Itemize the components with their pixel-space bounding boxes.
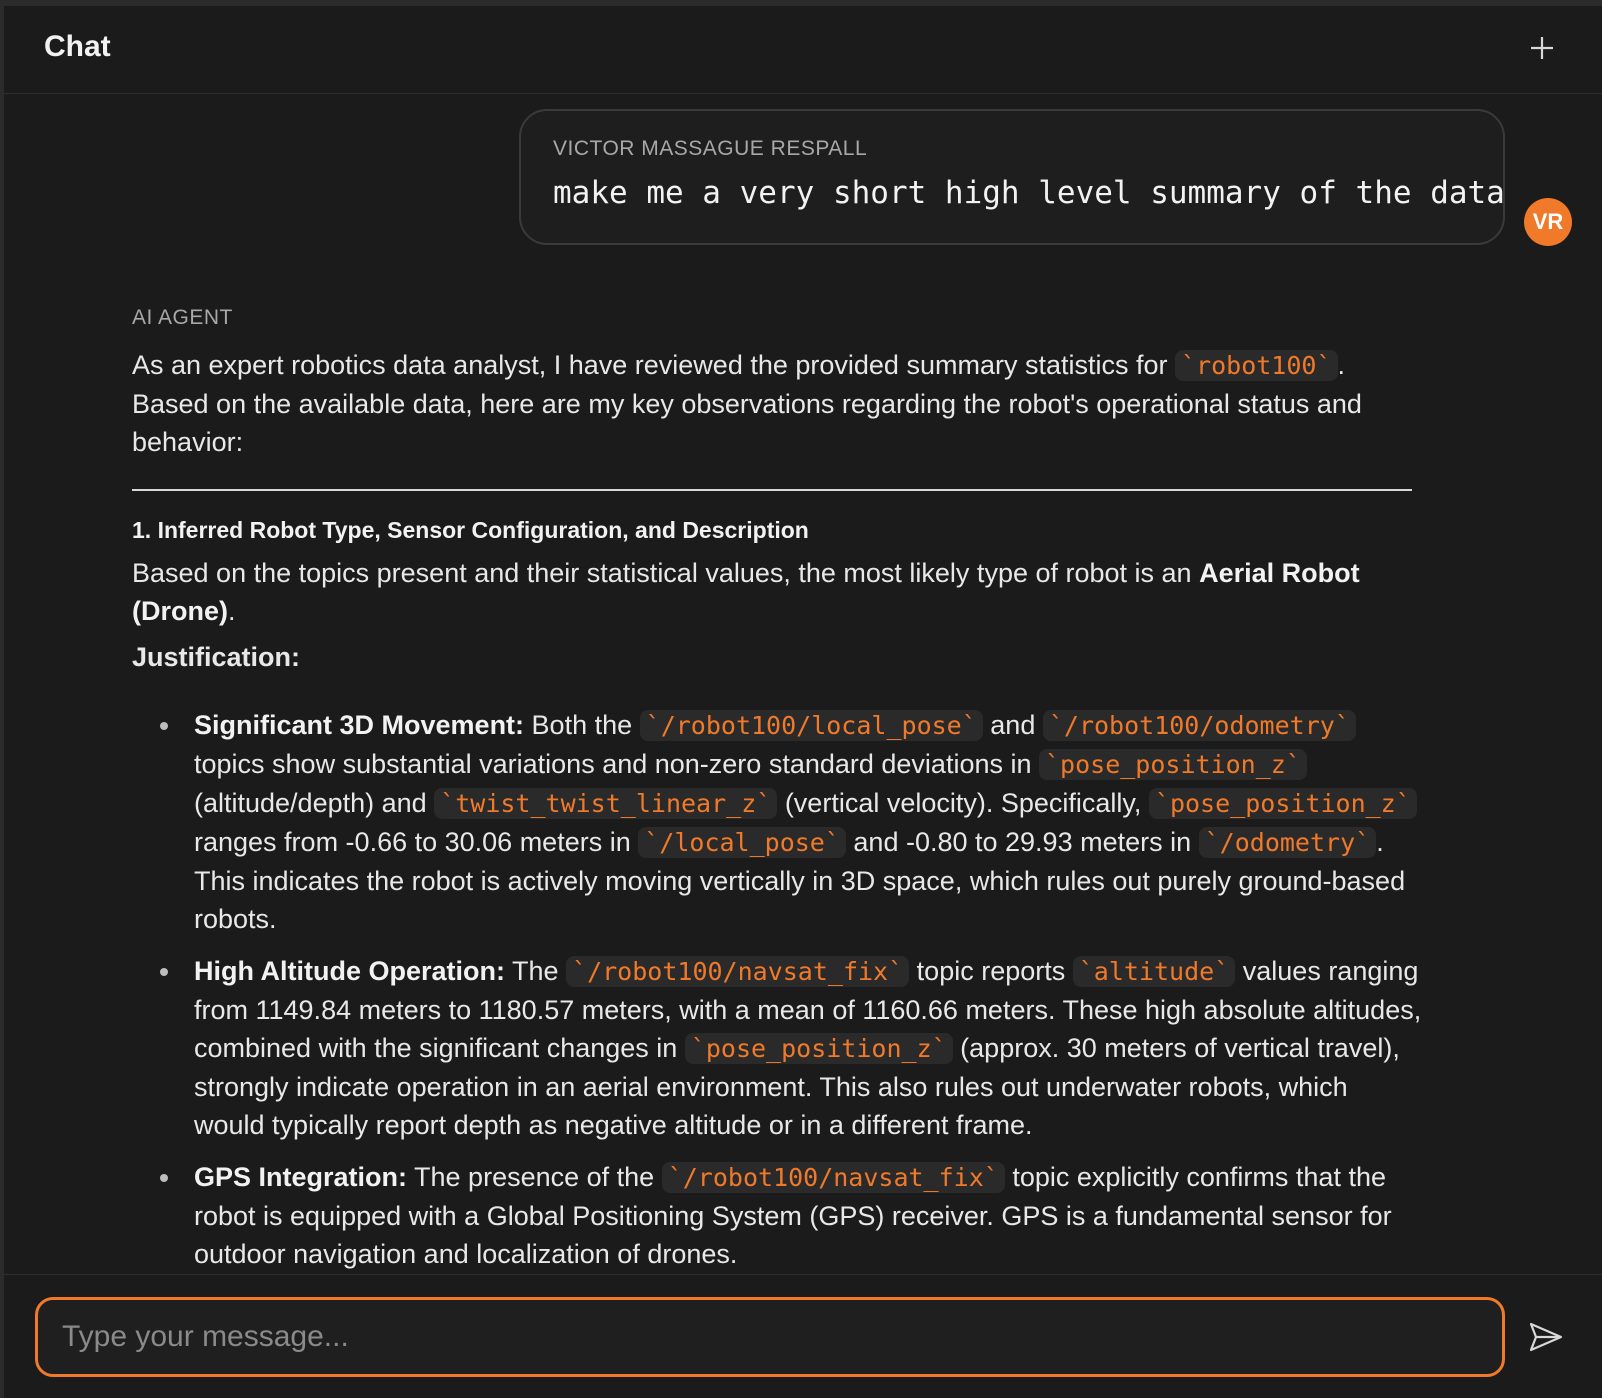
text-span: (approx. 30 meters of vertical travel), strongly indicate operation in an aerial environment. This also rules out underwater robots, which would typically report depth as negative altitude or in a different frame. <box>194 1033 1400 1140</box>
text-span: topic reports <box>909 956 1073 986</box>
divider <box>132 489 1412 491</box>
plus-icon <box>1529 35 1555 61</box>
list-item <box>194 952 1422 1144</box>
page-title: Chat <box>44 30 111 63</box>
user-message-sender: VICTOR MASSAGUE RESPALL <box>553 137 868 160</box>
message-input[interactable] <box>35 1297 1505 1377</box>
inline-code: `altitude` <box>1073 956 1236 987</box>
text-span: The presence of the <box>407 1162 662 1192</box>
text-span: . Based on the available data, here are my key observations regarding the robot's operational status and behavior: <box>132 350 1362 457</box>
text-span: . <box>228 596 236 626</box>
text-span: Both the <box>524 710 640 740</box>
agent-intro-paragraph <box>132 346 1422 461</box>
text-span: values ranging from 1149.84 meters to 1180.57 meters, with a mean of 1160.66 meters. These high absolute altitudes, combined with the significant changes in <box>194 956 1422 1063</box>
send-icon <box>1529 1322 1563 1352</box>
inline-code: `/robot100/navsat_fix` <box>662 1162 1005 1193</box>
inline-code: `pose_position_z` <box>685 1033 953 1064</box>
message-composer <box>4 1274 1602 1398</box>
inline-code: `/odometry` <box>1199 827 1377 858</box>
bold-text: Aerial Robot (Drone) <box>132 558 1360 626</box>
inline-code: `pose_position_z` <box>1039 749 1307 780</box>
user-message-bubble <box>519 109 1505 245</box>
inline-code: `/robot100/navsat_fix` <box>566 956 909 987</box>
inline-code: `/local_pose` <box>638 827 846 858</box>
text-span: . This indicates the robot is actively moving vertically in 3D space, which rules out purely ground-based robots. <box>194 827 1406 934</box>
bullet-title: Significant 3D Movement: <box>194 710 525 740</box>
user-message-text: make me a very short high level summary of the data <box>553 175 1505 211</box>
text-span: and <box>982 710 1043 740</box>
message-list[interactable] <box>4 94 1602 1274</box>
inline-code: `twist_twist_linear_z` <box>434 788 777 819</box>
inline-code: `pose_position_z` <box>1149 788 1417 819</box>
list-item <box>194 1158 1422 1273</box>
text-span: The <box>504 956 567 986</box>
list-item <box>194 706 1422 938</box>
send-button[interactable] <box>1522 1313 1570 1361</box>
text-span: and -0.80 to 29.93 meters in <box>845 827 1199 857</box>
text-span: topics show substantial variations and non-zero standard deviations in <box>194 749 1039 779</box>
justification-list <box>132 706 1422 1273</box>
text-span: Based on the topics present and their statistical values, the most likely type of robot is an <box>132 558 1200 588</box>
section-intro-paragraph <box>132 554 1422 630</box>
justification-label: Justification: <box>132 642 301 672</box>
avatar: VR <box>1524 198 1572 246</box>
inline-code: `/robot100/local_pose` <box>640 710 983 741</box>
agent-message <box>132 306 1422 1274</box>
text-span: (vertical velocity). Specifically, <box>777 788 1149 818</box>
new-chat-button[interactable] <box>1522 28 1562 68</box>
section-heading: 1. Inferred Robot Type, Sensor Configuration, and Description <box>132 517 809 543</box>
text-span: (altitude/depth) and <box>194 788 435 818</box>
inline-code: `/robot100/odometry` <box>1043 710 1356 741</box>
text-span: As an expert robotics data analyst, I have reviewed the provided summary statistics for <box>132 350 1175 380</box>
bullet-title: GPS Integration: <box>194 1162 408 1192</box>
text-span: ranges from -0.66 to 30.06 meters in <box>194 827 639 857</box>
inline-code: `robot100` <box>1175 350 1338 381</box>
bullet-title: High Altitude Operation: <box>194 956 505 986</box>
chat-header <box>4 6 1602 94</box>
agent-message-sender: AI AGENT <box>132 306 233 329</box>
text-span: topic explicitly confirms that the robot is equipped with a Global Positioning System (GPS) receiver. GPS is a fundamental sensor for outdoor navigation and localization of drones. <box>194 1162 1392 1269</box>
